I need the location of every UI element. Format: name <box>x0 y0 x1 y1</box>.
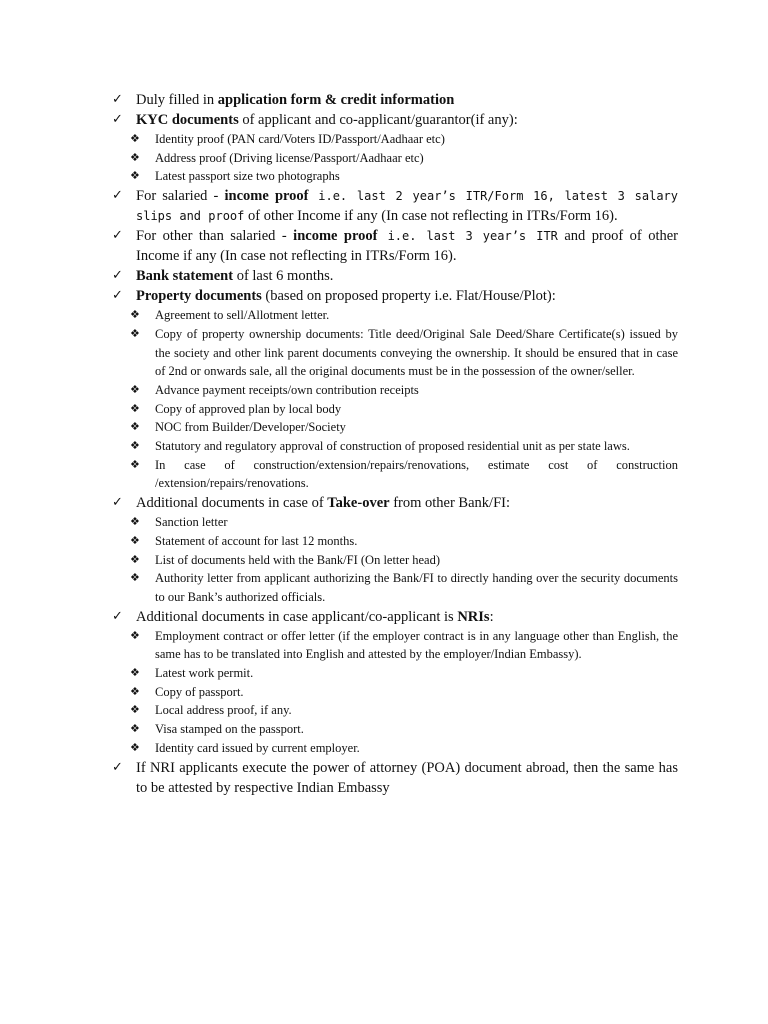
diamond-bullet-icon: ❖ <box>130 439 140 453</box>
checklist-item <box>112 493 678 513</box>
sub-list-item: ❖ Latest work permit. <box>112 664 678 683</box>
sub-list-item: ❖ Visa stamped on the passport. <box>112 720 678 739</box>
checklist-item <box>112 266 678 286</box>
sub-list-item: ❖ Statement of account for last 12 months. <box>112 532 678 551</box>
checkmark-icon: ✓ <box>112 112 123 127</box>
sub-list-item: ❖ NOC from Builder/Developer/Society <box>112 418 678 437</box>
checklist-item <box>112 607 678 627</box>
item-text: Additional documents in case of Take-over from other Bank/FI: <box>136 495 510 512</box>
sub-list-item: ❖ In case of construction/extension/repairs/renovations, estimate cost of construction /extension/repairs/renovations. <box>130 457 678 491</box>
sub-list-item: ❖ List of documents held with the Bank/FI (On letter head) <box>112 551 678 570</box>
item-text: Property documents (based on proposed property i.e. Flat/House/Plot): <box>136 288 556 305</box>
sub-list-item: ❖ Identity proof (PAN card/Voters ID/Passport/Aadhaar etc) <box>112 130 678 149</box>
checklist-item <box>112 110 678 130</box>
diamond-bullet-icon: ❖ <box>130 703 140 717</box>
diamond-bullet-icon: ❖ <box>130 169 140 183</box>
item-text: If NRI applicants execute the power of attorney (POA) document abroad, then the same has to be attested by respective Indian Embassy <box>136 759 678 796</box>
sub-list-item: ❖ Employment contract or offer letter (if the employer contract is in any language other than English, the same has to be translated into English and attested by the employer/Indian Embassy). <box>130 628 678 662</box>
sub-list-item: ❖ Copy of property ownership documents: Title deed/Original Sale Deed/Share Certificate(s) issued by the society and other link parent documents conveying the ownership. It should be ensured that in case of 2nd or onwards sale, all the original documents must be in the possession of the owner/seller. <box>130 326 678 379</box>
checkmark-icon: ✓ <box>112 228 123 244</box>
item-text: For salaried - income proof i.e. last 2 year’s ITR/Form 16, latest 3 salary slips and proof of other Income if any (In case not reflecting in ITRs/Form 16). <box>136 188 678 225</box>
sub-list-item: ❖ Address proof (Driving license/Passport/Aadhaar etc) <box>112 149 678 168</box>
sub-list-item: ❖ Latest passport size two photographs <box>112 167 678 186</box>
diamond-bullet-icon: ❖ <box>130 515 140 529</box>
diamond-bullet-icon: ❖ <box>130 740 140 754</box>
diamond-bullet-icon: ❖ <box>130 722 140 736</box>
diamond-bullet-icon: ❖ <box>130 308 140 322</box>
sub-list-item: ❖ Copy of passport. <box>112 683 678 702</box>
diamond-bullet-icon: ❖ <box>130 571 140 585</box>
checkmark-icon: ✓ <box>112 188 123 204</box>
diamond-bullet-icon: ❖ <box>130 666 140 680</box>
checklist-item <box>112 226 678 266</box>
document-body <box>112 90 678 798</box>
sub-list-item: ❖ Local address proof, if any. <box>112 701 678 720</box>
diamond-bullet-icon: ❖ <box>130 628 140 642</box>
sub-list <box>112 513 678 607</box>
sub-list <box>112 130 678 186</box>
item-text: Duly filled in application form & credit information <box>136 92 455 108</box>
sub-list <box>112 627 678 758</box>
diamond-bullet-icon: ❖ <box>130 382 140 396</box>
sub-list-item: ❖ Agreement to sell/Allotment letter. <box>112 306 678 325</box>
diamond-bullet-icon: ❖ <box>130 533 140 547</box>
diamond-bullet-icon: ❖ <box>130 684 140 698</box>
diamond-bullet-icon: ❖ <box>130 401 140 415</box>
diamond-bullet-icon: ❖ <box>130 457 140 471</box>
diamond-bullet-icon: ❖ <box>130 326 140 340</box>
checklist-item <box>112 758 678 798</box>
diamond-bullet-icon: ❖ <box>130 150 140 164</box>
diamond-bullet-icon: ❖ <box>130 420 140 434</box>
sub-list-item: ❖ Sanction letter <box>112 513 678 532</box>
checkmark-icon: ✓ <box>112 495 123 511</box>
sub-list-item: ❖ Advance payment receipts/own contribution receipts <box>112 381 678 400</box>
checkmark-icon: ✓ <box>112 288 123 304</box>
checkmark-icon: ✓ <box>112 268 123 284</box>
sub-list-item: ❖ Copy of approved plan by local body <box>112 400 678 419</box>
sub-list <box>112 306 678 493</box>
diamond-bullet-icon: ❖ <box>130 132 140 145</box>
checklist-item <box>112 286 678 306</box>
checkmark-icon: ✓ <box>112 759 123 775</box>
sub-list-item: ❖ Identity card issued by current employer. <box>112 739 678 758</box>
sub-list-item: ❖ Statutory and regulatory approval of construction of proposed residential unit as per state laws. <box>112 437 678 456</box>
diamond-bullet-icon: ❖ <box>130 552 140 566</box>
sub-list-item: ❖ Authority letter from applicant authorizing the Bank/FI to directly handing over the security documents to our Bank’s authorized officials. <box>130 571 678 604</box>
item-text: KYC documents of applicant and co-applicant/guarantor(if any): <box>136 112 518 128</box>
item-text: Bank statement of last 6 months. <box>136 268 334 285</box>
checklist-item <box>112 186 678 226</box>
checklist-item <box>112 90 678 110</box>
item-text: For other than salaried - income proof i.e. last 3 year’s ITR and proof of other Income if any (In case not reflecting in ITRs/Form 16). <box>136 228 678 265</box>
item-text: Additional documents in case applicant/co-applicant is NRIs: <box>136 608 494 625</box>
checkmark-icon: ✓ <box>112 92 123 107</box>
checkmark-icon: ✓ <box>112 608 123 624</box>
